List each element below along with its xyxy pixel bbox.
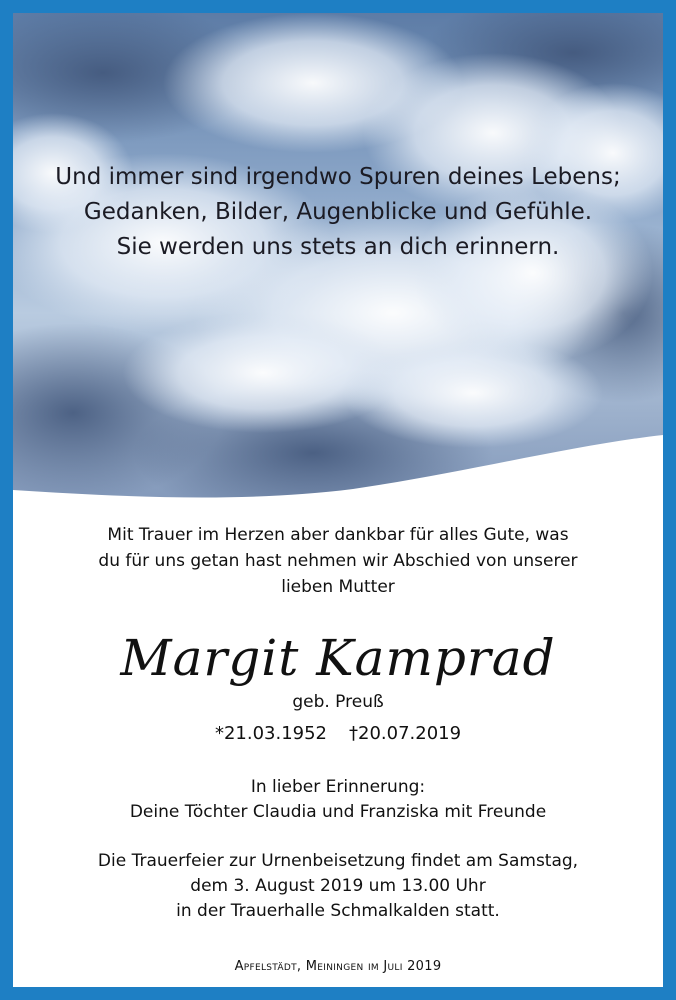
memory-line: Deine Töchter Claudia und Franziska mit Freunde xyxy=(129,802,547,822)
intro-line: lieben Mutter xyxy=(281,577,395,597)
birth-name: geb. Preuß xyxy=(292,692,384,712)
poem-line: Und immer sind irgendwo Spuren deines Lebens; xyxy=(55,164,621,190)
poem-line: Sie werden uns stets an dich erinnern. xyxy=(116,234,560,260)
birth-symbol: * xyxy=(214,723,224,744)
place-and-date: Apfelstädt, Meiningen im Juli 2019 xyxy=(234,959,442,974)
birth-date: 21.03.1952 xyxy=(223,723,327,744)
memory-line: In lieber Erinnerung: xyxy=(250,777,426,797)
death-cross-icon: † xyxy=(349,723,358,744)
intro-text xyxy=(13,522,663,600)
ceremony-line: dem 3. August 2019 um 13.00 Uhr xyxy=(190,876,486,896)
death-date: 20.07.2019 xyxy=(358,723,462,744)
deceased-name: Margit Kamprad xyxy=(120,629,556,687)
life-dates xyxy=(13,721,663,747)
intro-line: du für uns getan hast nehmen wir Abschied von unserer xyxy=(98,551,578,571)
poem-verse xyxy=(13,160,663,265)
intro-line: Mit Trauer im Herzen aber dankbar für alles Gute, was xyxy=(107,525,569,545)
ceremony-line: Die Trauerfeier zur Urnenbeisetzung findet am Samstag, xyxy=(97,851,579,871)
ceremony-line: in der Trauerhalle Schmalkalden statt. xyxy=(176,901,500,921)
memory-block xyxy=(13,775,663,825)
ceremony-block xyxy=(13,849,663,924)
poem-line: Gedanken, Bilder, Augenblicke und Gefühle. xyxy=(83,199,593,225)
